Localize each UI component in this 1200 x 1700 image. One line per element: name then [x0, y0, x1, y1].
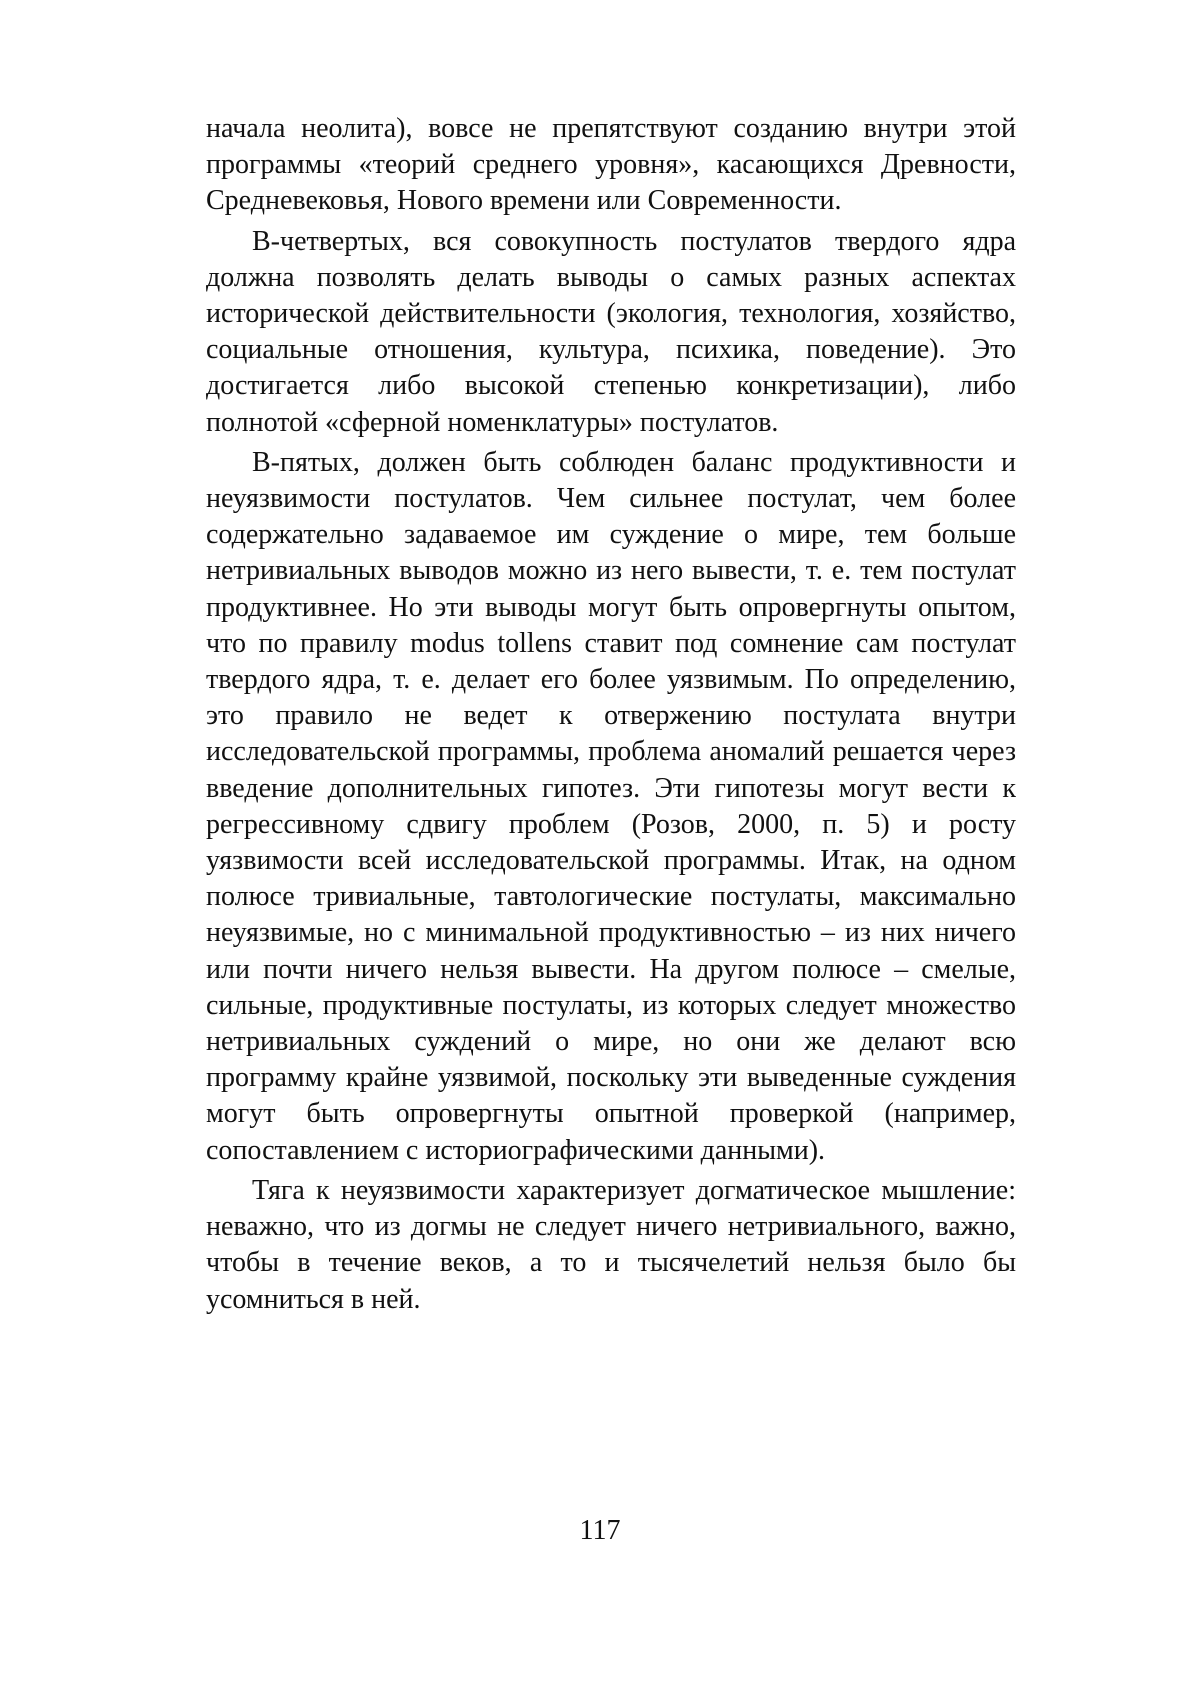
paragraph: В-пятых, должен быть соблюден баланс продуктивности и неуязвимости постулатов. Чем сильнее постулат, чем более содержательно задаваемое им суждение о мире, тем больше нетривиальных выводов можно из него вывести, т. е. тем постулат продуктивнее. Но эти выводы могут быть опровергнуты опытом, что по правилу modus tollens ставит под сомнение сам постулат твердого ядра, т. е. делает его более уязвимым. По определению, это правило не ведет к отвержению постулата внутри исследовательской программы, проблема аномалий решается через введение дополнительных гипотез. Эти гипотезы могут вести к регрессивному сдвигу проблем (Розов, 2000, п. 5) и росту уязвимости всей исследовательской программы. Итак, на одном полюсе тривиальные, тавтологические постулаты, максимально неуязвимые, но с минимальной продуктивностью – из них ничего или почти ничего нельзя вывести. На другом полюсе – смелые, сильные, продуктивные постулаты, из которых следует множество нетривиальных суждений о мире, но они же делают всю программу крайне уязвимой, поскольку эти выведенные суждения могут быть опровергнуты опытной проверкой (например, сопоставлением с историографическими данными).: [206, 446, 1016, 1166]
body-text: [206, 111, 1016, 1318]
paragraph: Тяга к неуязвимости характеризует догматическое мышление: неважно, что из догмы не следует ничего нетривиального, важно, чтобы в течение веков, а то и тысячелетий нельзя было бы усомниться в ней.: [206, 1174, 1016, 1315]
paragraph: начала неолита), вовсе не препятствуют созданию внутри этой программы «теорий среднего уровня», касающихся Древности, Средневековья, Нового времени или Современности.: [206, 113, 1016, 217]
page-number: 117: [579, 1515, 621, 1546]
paragraph: В-четвертых, вся совокупность постулатов твердого ядра должна позволять делать выводы о самых разных аспектах исторической действительности (экология, технология, хозяйство, социальные отношения, культура, психика, поведение). Это достигается либо высокой степенью конкретизации), либо полнотой «сферной номенклатуры» постулатов.: [206, 225, 1016, 438]
